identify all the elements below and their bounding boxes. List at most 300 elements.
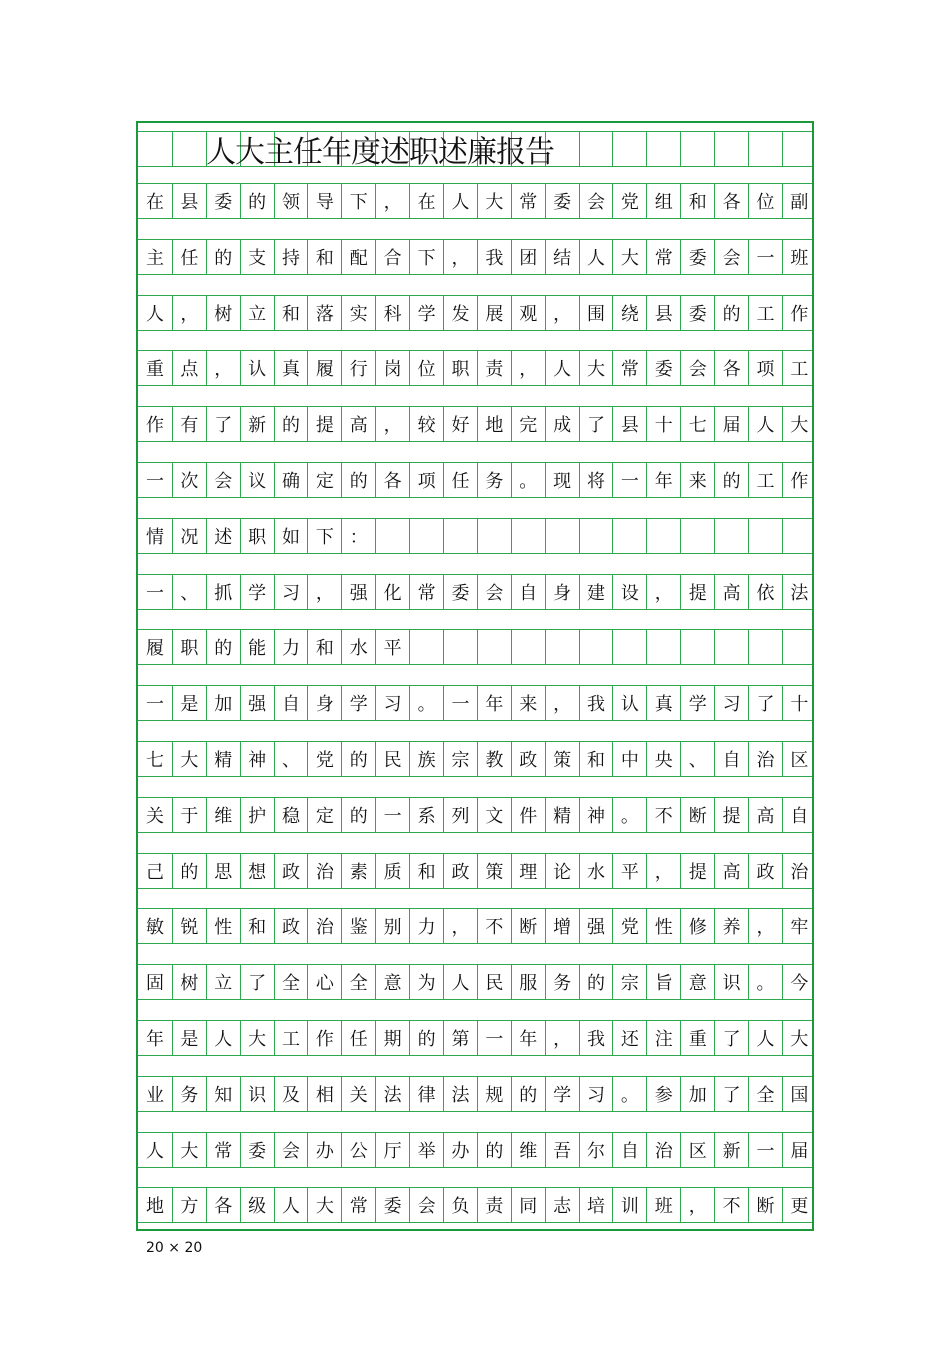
grid-cell: 习 xyxy=(579,1077,613,1111)
grid-cell: 地 xyxy=(477,407,511,441)
grid-cell: 我 xyxy=(579,1021,613,1055)
grid-cell: ， xyxy=(375,184,409,218)
grid-cell: 。 xyxy=(612,798,646,832)
grid-cell: ， xyxy=(646,575,680,609)
grid-cell xyxy=(443,630,477,664)
grid-cell: 情 xyxy=(145,526,164,548)
grid-cell: 会 xyxy=(579,184,613,218)
grid-cell: 识 xyxy=(714,965,748,999)
grid-cell xyxy=(646,519,680,553)
text-row xyxy=(138,1187,812,1223)
grid-cell xyxy=(612,132,646,166)
grid-cell: 关 xyxy=(341,1077,375,1111)
grid-cell: 下 xyxy=(341,184,375,218)
grid-cell: 、 xyxy=(680,742,714,776)
text-row xyxy=(138,295,812,331)
grid-cell: 实 xyxy=(341,296,375,330)
text-row xyxy=(138,741,812,777)
text-row xyxy=(138,1132,812,1168)
grid-cell: 志 xyxy=(545,1188,579,1222)
text-row xyxy=(138,1020,812,1056)
grid-cell: 行 xyxy=(341,351,375,385)
grid-cell: 委 xyxy=(680,296,714,330)
grid-cell: 文 xyxy=(477,798,511,832)
grid-cell: 强 xyxy=(341,575,375,609)
grid-cell: ， xyxy=(375,407,409,441)
grid-cell: 了 xyxy=(579,407,613,441)
grid-cell xyxy=(545,630,579,664)
grid-cell: 宗 xyxy=(443,742,477,776)
grid-cell: 立 xyxy=(240,296,274,330)
grid-cell: 不 xyxy=(714,1188,748,1222)
grid-cell: 的 xyxy=(477,1133,511,1167)
grid-cell: 一 xyxy=(145,582,164,604)
grid-cell: ， xyxy=(206,351,240,385)
grid-cell: 的 xyxy=(579,965,613,999)
grid-cell xyxy=(646,132,680,166)
grid-cell xyxy=(714,630,748,664)
grid-cell: 立 xyxy=(206,965,240,999)
grid-cell: 认 xyxy=(612,686,646,720)
grid-cell xyxy=(782,132,816,166)
grid-cell: 的 xyxy=(206,630,240,664)
grid-cell: 自 xyxy=(511,575,545,609)
grid-cell: 想 xyxy=(240,854,274,888)
grid-cell: 的 xyxy=(240,184,274,218)
grid-cell: 会 xyxy=(477,575,511,609)
grid-cell: 自 xyxy=(714,742,748,776)
grid-cell: 关 xyxy=(145,805,164,827)
grid-cell: 及 xyxy=(274,1077,308,1111)
grid-cell: 身 xyxy=(307,686,341,720)
grid-cell: 区 xyxy=(782,742,816,776)
grid-cell: 大 xyxy=(477,184,511,218)
grid-cell: 尔 xyxy=(579,1133,613,1167)
grid-cell: 成 xyxy=(545,407,579,441)
title-row xyxy=(138,131,812,170)
grid-cell: 展 xyxy=(477,296,511,330)
grid-cell: 年 xyxy=(511,1021,545,1055)
grid-cell: 合 xyxy=(375,240,409,274)
grid-cell: 国 xyxy=(782,1077,816,1111)
grid-cell: 各 xyxy=(206,1188,240,1222)
grid-cell: 的 xyxy=(172,854,206,888)
grid-cell: 党 xyxy=(612,184,646,218)
grid-cell: 位 xyxy=(409,351,443,385)
grid-cell: 会 xyxy=(409,1188,443,1222)
grid-cell: 我 xyxy=(579,686,613,720)
grid-cell: 学 xyxy=(545,1077,579,1111)
grid-cell: 各 xyxy=(714,184,748,218)
grid-cell: 和 xyxy=(307,630,341,664)
grid-cell: 旨 xyxy=(646,965,680,999)
grid-cell: 民 xyxy=(375,742,409,776)
grid-cell: 大 xyxy=(307,1188,341,1222)
grid-cell: 了 xyxy=(714,1077,748,1111)
grid-cell: 身 xyxy=(545,575,579,609)
grid-cell: 和 xyxy=(307,240,341,274)
grid-cell: 的 xyxy=(714,463,748,497)
grid-cell: 、 xyxy=(172,575,206,609)
grid-cell: 委 xyxy=(206,184,240,218)
grid-cell: 训 xyxy=(612,1188,646,1222)
grid-cell: 将 xyxy=(579,463,613,497)
grid-cell: 我 xyxy=(477,240,511,274)
grid-cell: ， xyxy=(443,909,477,943)
grid-cell: 配 xyxy=(341,240,375,274)
grid-cell: 论 xyxy=(545,854,579,888)
grid-cell: 服 xyxy=(511,965,545,999)
grid-cell xyxy=(138,132,172,166)
grid-cell: 水 xyxy=(579,854,613,888)
grid-cell xyxy=(409,519,443,553)
grid-cell: 不 xyxy=(477,909,511,943)
grid-cell: 力 xyxy=(274,630,308,664)
grid-cell xyxy=(545,519,579,553)
grid-cell: 学 xyxy=(240,575,274,609)
grid-cell xyxy=(782,630,816,664)
grid-cell: 一 xyxy=(748,240,782,274)
grid-cell xyxy=(375,519,409,553)
grid-cell: 任 xyxy=(172,240,206,274)
grid-cell: 同 xyxy=(511,1188,545,1222)
grid-cell: 下 xyxy=(409,240,443,274)
grid-cell: 级 xyxy=(240,1188,274,1222)
grid-cell: 一 xyxy=(443,686,477,720)
grid-cell: 和 xyxy=(274,296,308,330)
grid-cell: 务 xyxy=(545,965,579,999)
grid-cell: 意 xyxy=(375,965,409,999)
grid-cell: 固 xyxy=(145,973,164,995)
grid-cell xyxy=(680,630,714,664)
grid-cell: 强 xyxy=(579,909,613,943)
grid-cell: 大 xyxy=(782,1021,816,1055)
grid-cell: 全 xyxy=(748,1077,782,1111)
grid-cell: 全 xyxy=(274,965,308,999)
text-row xyxy=(138,797,812,833)
text-row xyxy=(138,462,812,498)
grid-cell: 更 xyxy=(782,1188,816,1222)
grid-cell: 作 xyxy=(782,463,816,497)
grid-cell: 定 xyxy=(307,463,341,497)
grid-cell: 工 xyxy=(748,463,782,497)
grid-cell xyxy=(748,132,782,166)
grid-cell: 办 xyxy=(443,1133,477,1167)
grid-cell xyxy=(714,519,748,553)
grid-cell: ， xyxy=(545,296,579,330)
text-row xyxy=(138,853,812,889)
grid-cell: 团 xyxy=(511,240,545,274)
grid-cell: 习 xyxy=(274,575,308,609)
grid-cell: 届 xyxy=(714,407,748,441)
grid-cell: 锐 xyxy=(172,909,206,943)
grid-cell: 族 xyxy=(409,742,443,776)
grid-cell: 第 xyxy=(443,1021,477,1055)
grid-cell xyxy=(782,519,816,553)
text-row xyxy=(138,239,812,275)
grid-cell: ， xyxy=(511,351,545,385)
grid-cell: 人 xyxy=(545,351,579,385)
grid-cell: 来 xyxy=(511,686,545,720)
grid-cell: 十 xyxy=(782,686,816,720)
grid-cell: ， xyxy=(545,686,579,720)
grid-cell: 重 xyxy=(680,1021,714,1055)
grid-cell: 办 xyxy=(307,1133,341,1167)
grid-cell: 理 xyxy=(511,854,545,888)
grid-cell xyxy=(477,630,511,664)
grid-cell: ， xyxy=(172,296,206,330)
grid-cell: 法 xyxy=(443,1077,477,1111)
grid-cell: 主 xyxy=(145,247,164,269)
grid-cell: 修 xyxy=(680,909,714,943)
grid-cell: 项 xyxy=(409,463,443,497)
grid-cell: 真 xyxy=(646,686,680,720)
grid-cell: 神 xyxy=(579,798,613,832)
grid-cell: 期 xyxy=(375,1021,409,1055)
grid-cell: 树 xyxy=(206,296,240,330)
grid-cell xyxy=(714,132,748,166)
text-row xyxy=(138,350,812,386)
grid-cell: 治 xyxy=(748,742,782,776)
grid-cell: 大 xyxy=(172,1133,206,1167)
grid-cell: 维 xyxy=(206,798,240,832)
grid-cell: 委 xyxy=(646,351,680,385)
grid-cell: 政 xyxy=(748,854,782,888)
grid-cell: 下 xyxy=(307,519,341,553)
grid-cell: 维 xyxy=(511,1133,545,1167)
grid-cell: 绕 xyxy=(612,296,646,330)
grid-cell: 持 xyxy=(274,240,308,274)
grid-cell: 位 xyxy=(748,184,782,218)
grid-cell: 民 xyxy=(477,965,511,999)
grid-cell xyxy=(477,519,511,553)
grid-cell: 。 xyxy=(748,965,782,999)
grid-cell: 大 xyxy=(782,407,816,441)
grid-cell: 各 xyxy=(375,463,409,497)
grid-cell: 习 xyxy=(375,686,409,720)
document-title: 人大主任年度述职述廉报告 xyxy=(206,135,554,170)
grid-cell: 别 xyxy=(375,909,409,943)
grid-cell: 的 xyxy=(206,240,240,274)
grid-cell xyxy=(579,132,613,166)
grid-cell: 断 xyxy=(680,798,714,832)
grid-cell: 职 xyxy=(172,630,206,664)
grid-cell xyxy=(579,630,613,664)
grid-cell: 委 xyxy=(240,1133,274,1167)
grid-cell: 人 xyxy=(748,1021,782,1055)
grid-cell: 是 xyxy=(172,1021,206,1055)
grid-cell: 中 xyxy=(612,742,646,776)
grid-cell: 精 xyxy=(545,798,579,832)
grid-cell: 己 xyxy=(145,861,164,883)
grid-cell: 增 xyxy=(545,909,579,943)
grid-cell: 七 xyxy=(145,750,164,771)
grid-cell: 敏 xyxy=(145,917,164,939)
grid-cell: 工 xyxy=(274,1021,308,1055)
grid-cell xyxy=(443,519,477,553)
grid-cell: 提 xyxy=(307,407,341,441)
grid-cell: 作 xyxy=(307,1021,341,1055)
grid-cell: 地 xyxy=(145,1196,164,1218)
grid-cell: 了 xyxy=(748,686,782,720)
grid-cell: 大 xyxy=(240,1021,274,1055)
grid-cell: 责 xyxy=(477,1188,511,1222)
grid-cell: 县 xyxy=(172,184,206,218)
grid-cell: ， xyxy=(646,854,680,888)
grid-cell: 思 xyxy=(206,854,240,888)
grid-cell: 治 xyxy=(307,854,341,888)
grid-cell xyxy=(612,630,646,664)
grid-cell: 自 xyxy=(782,798,816,832)
grid-cell: 一 xyxy=(748,1133,782,1167)
grid-cell: 常 xyxy=(646,240,680,274)
grid-cell: 重 xyxy=(145,359,164,381)
grid-cell: 年 xyxy=(145,1029,164,1050)
grid-cell: 提 xyxy=(714,798,748,832)
grid-cell: 新 xyxy=(240,407,274,441)
grid-cell: 一 xyxy=(477,1021,511,1055)
grid-cell: 业 xyxy=(145,1084,164,1106)
grid-cell: 人 xyxy=(145,303,164,325)
grid-cell xyxy=(511,630,545,664)
grid-cell: 学 xyxy=(409,296,443,330)
grid-cell: 有 xyxy=(172,407,206,441)
grid-cell: 高 xyxy=(714,854,748,888)
grid-cell: 。 xyxy=(511,463,545,497)
grid-cell: 委 xyxy=(680,240,714,274)
grid-cell: 稳 xyxy=(274,798,308,832)
grid-cell: 的 xyxy=(274,407,308,441)
grid-cell: 断 xyxy=(511,909,545,943)
grid-cell: ： xyxy=(341,519,375,553)
grid-cell: 人 xyxy=(579,240,613,274)
grid-cell: 不 xyxy=(646,798,680,832)
grid-cell: 较 xyxy=(409,407,443,441)
grid-cell: 参 xyxy=(646,1077,680,1111)
grid-cell: 岗 xyxy=(375,351,409,385)
grid-cell: 定 xyxy=(307,798,341,832)
grid-cell: 和 xyxy=(579,742,613,776)
grid-cell: 了 xyxy=(714,1021,748,1055)
text-row xyxy=(138,629,812,665)
grid-cell: 一 xyxy=(145,471,164,492)
grid-cell: 务 xyxy=(477,463,511,497)
grid-cell: 素 xyxy=(341,854,375,888)
grid-cell: 于 xyxy=(172,798,206,832)
grid-cell: 树 xyxy=(172,965,206,999)
grid-size-label: 20 × 20 xyxy=(146,1240,203,1256)
grid-cell: 工 xyxy=(782,351,816,385)
grid-cell xyxy=(646,630,680,664)
grid-cell: 在 xyxy=(409,184,443,218)
grid-cell: 组 xyxy=(646,184,680,218)
text-row xyxy=(138,908,812,944)
grid-cell: 、 xyxy=(274,742,308,776)
grid-cell: ， xyxy=(748,909,782,943)
grid-cell: 断 xyxy=(748,1188,782,1222)
grid-cell: ， xyxy=(545,1021,579,1055)
grid-cell: 人 xyxy=(145,1140,164,1162)
grid-cell: 结 xyxy=(545,240,579,274)
grid-cell: 点 xyxy=(172,351,206,385)
grid-cell: 会 xyxy=(714,240,748,274)
grid-cell: 吾 xyxy=(545,1133,579,1167)
grid-cell: 依 xyxy=(748,575,782,609)
grid-cell: 的 xyxy=(341,742,375,776)
grid-cell xyxy=(579,519,613,553)
grid-cell: 心 xyxy=(307,965,341,999)
grid-cell: 学 xyxy=(680,686,714,720)
grid-cell: 高 xyxy=(748,798,782,832)
grid-cell: 完 xyxy=(511,407,545,441)
grid-cell: 一 xyxy=(145,694,164,716)
grid-cell: 任 xyxy=(341,1021,375,1055)
grid-cell: 观 xyxy=(511,296,545,330)
grid-cell: 公 xyxy=(341,1133,375,1167)
grid-cell: 列 xyxy=(443,798,477,832)
grid-cell: 项 xyxy=(748,351,782,385)
grid-cell: 人 xyxy=(206,1021,240,1055)
grid-cell: 好 xyxy=(443,407,477,441)
grid-cell: 化 xyxy=(375,575,409,609)
grid-cell: 性 xyxy=(646,909,680,943)
grid-cell xyxy=(511,519,545,553)
grid-cell: 常 xyxy=(612,351,646,385)
grid-cell: 各 xyxy=(714,351,748,385)
grid-cell: 区 xyxy=(680,1133,714,1167)
text-row xyxy=(138,574,812,610)
grid-cell: 和 xyxy=(680,184,714,218)
grid-cell: 届 xyxy=(782,1133,816,1167)
grid-cell: 科 xyxy=(375,296,409,330)
grid-cell: 水 xyxy=(341,630,375,664)
grid-cell xyxy=(680,132,714,166)
grid-cell: 常 xyxy=(206,1133,240,1167)
text-row xyxy=(138,406,812,442)
grid-cell: 大 xyxy=(172,742,206,776)
grid-cell: 方 xyxy=(172,1188,206,1222)
grid-cell: 大 xyxy=(612,240,646,274)
grid-cell: 的 xyxy=(714,296,748,330)
grid-cell: 规 xyxy=(477,1077,511,1111)
grid-cell: 在 xyxy=(145,192,164,213)
grid-cell: 的 xyxy=(511,1077,545,1111)
grid-cell: 一 xyxy=(375,798,409,832)
grid-cell: 加 xyxy=(206,686,240,720)
grid-cell: 职 xyxy=(240,519,274,553)
grid-cell: 自 xyxy=(612,1133,646,1167)
text-row xyxy=(138,518,812,554)
grid-cell: 提 xyxy=(680,854,714,888)
grid-cell: ， xyxy=(307,575,341,609)
grid-cell: 副 xyxy=(782,184,816,218)
grid-cell: 政 xyxy=(274,909,308,943)
grid-cell: 党 xyxy=(612,909,646,943)
grid-cell: 律 xyxy=(409,1077,443,1111)
grid-cell: 还 xyxy=(612,1021,646,1055)
grid-cell: 高 xyxy=(341,407,375,441)
grid-cell: 教 xyxy=(477,742,511,776)
grid-cell: 宗 xyxy=(612,965,646,999)
grid-cell: 落 xyxy=(307,296,341,330)
grid-cell: 举 xyxy=(409,1133,443,1167)
grid-cell: 牢 xyxy=(782,909,816,943)
grid-cell: 大 xyxy=(579,351,613,385)
grid-cell: 央 xyxy=(646,742,680,776)
grid-cell: 平 xyxy=(375,630,409,664)
grid-cell: 设 xyxy=(612,575,646,609)
grid-cell: 法 xyxy=(782,575,816,609)
